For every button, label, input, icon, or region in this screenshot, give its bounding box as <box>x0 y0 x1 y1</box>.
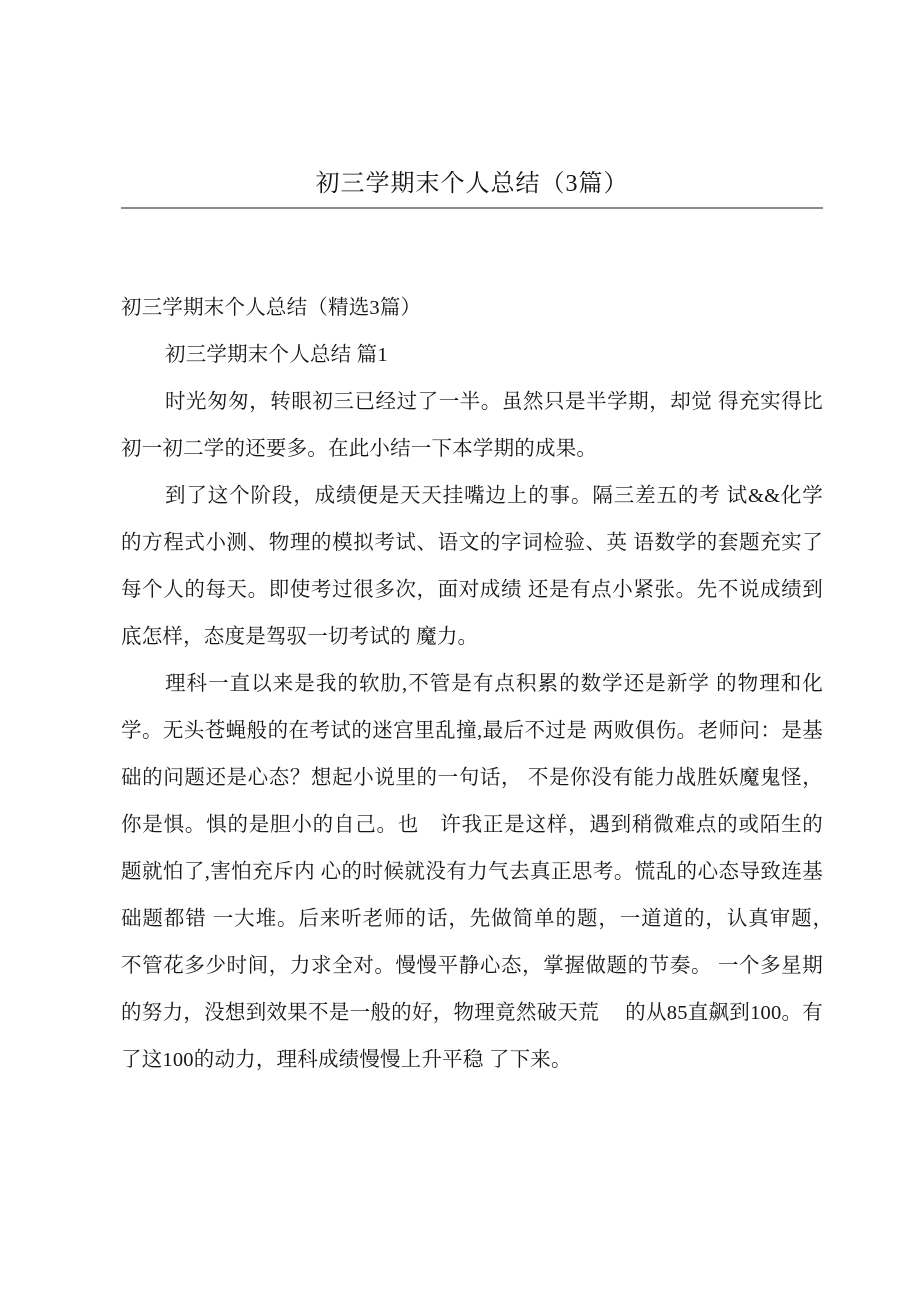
page-title: 初三学期末个人总结（3篇） <box>315 171 629 197</box>
body-paragraph-3: 理科一直以来是我的软肋,不管是有点积累的数学还是新学 的物理和化学。无头苍蝇般的在考试的迷宫里乱撞,最后不过是 两败俱伤。老师问：是基础的问题还是心态？想起小说里的一句话， 不是你没有能力战胜妖魔鬼怪，你是惧。惧的是胆小的自己。也 许我正是这样，遇到稍微难点的或陌生的题就怕了,害怕充斥内 心的时候就没有力气去真正思考。慌乱的心态导致连基础题都错 一大堆。后来听老师的话，先做简单的题，一道道的，认真审题， 不管花多少时间，力求全对。慢慢平静心态，掌握做题的节奏。 一个多星期的努力，没想到效果不是一般的好，物理竟然破天荒 的从85直飙到100。有了这100的动力，理科成绩慢慢上升平稳 了下来。 <box>121 673 850 1071</box>
document-body <box>121 0 850 1084</box>
title-spacer <box>121 209 823 285</box>
section-heading: 初三学期末个人总结 篇1 <box>165 344 388 366</box>
document-subtitle: 初三学期末个人总结（精选3篇） <box>121 297 422 319</box>
title-block <box>121 0 823 209</box>
body-paragraph-1: 时光匆匆，转眼初三已经过了一半。虽然只是半学期，却觉 得充实得比初一初二学的还要多。在此小结一下本学期的成果。 <box>121 391 823 460</box>
body-paragraph-2: 到了这个阶段，成绩便是天天挂嘴边上的事。隔三差五的考 试&&化学的方程式小测、物理的模拟考试、语文的字词检验、英 语数学的套题充实了每个人的每天。即使考过很多次，面对成绩 还是有点小紧张。先不说成绩到底怎样，态度是驾驭一切考试的 魔力。 <box>121 485 823 648</box>
